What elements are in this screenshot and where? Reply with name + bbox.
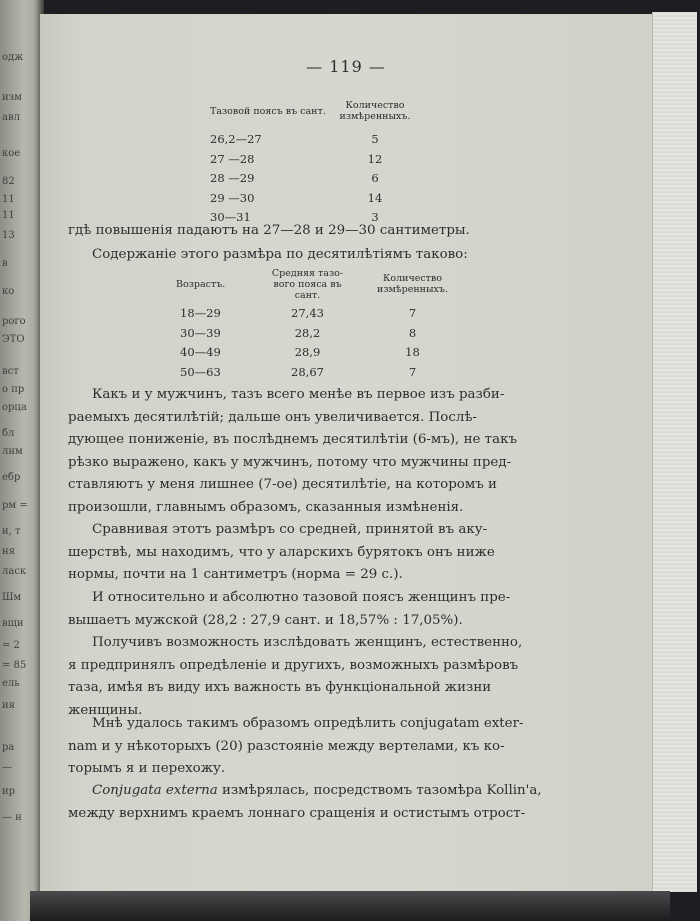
text-line	[68, 780, 628, 803]
page-number: — 119 —	[306, 57, 386, 76]
text-line: дующее пониженіе, въ послѣднемъ десятилѣтіи (6-мъ), не такъ	[68, 432, 517, 448]
facing-page-fragment: вщи	[2, 618, 24, 629]
table-cell: 18	[405, 345, 420, 359]
table-cell: 28 —29	[210, 171, 255, 185]
table-header: Средняя тазо- вого пояса въ сант.	[271, 267, 344, 301]
table-cell: 6	[371, 171, 379, 185]
table-cell: 27,43	[291, 306, 324, 320]
text-line: вышаетъ мужской (28,2 : 27,9 сант. и 18,57% : 17,05%).	[68, 612, 463, 628]
paragraph	[68, 384, 628, 520]
table-cell: 28,9	[294, 345, 321, 359]
table-header: Количество измѣренныхъ.	[377, 273, 448, 295]
book-page	[40, 14, 652, 891]
table-row	[186, 130, 420, 150]
table-cell: 50—63	[180, 364, 221, 379]
table-cell: 29 —30	[210, 190, 255, 205]
table-waist-distribution	[186, 92, 420, 228]
paragraph	[68, 713, 628, 781]
facing-page-fragment: ласк	[2, 566, 27, 577]
table-cell: 27 —28	[210, 151, 255, 166]
text-line: Сравнивая этотъ размѣръ со средней, принятой въ аку-	[92, 522, 488, 537]
facing-page-fragment: изм	[2, 92, 22, 103]
facing-page-fragment: рого	[2, 316, 26, 327]
text-line: произошли, главнымъ образомъ, сказанныя измѣненія.	[68, 499, 464, 515]
facing-page-fragment: — н	[2, 812, 22, 823]
text-fragment: измѣрялась, посредствомъ тазомѣра Kollin'a,	[217, 783, 542, 798]
text-line: ставляютъ у меня лишнее (7-ое) десятилѣтіе, на которомъ и	[68, 477, 497, 493]
facing-page-fragment: Шм	[2, 592, 22, 603]
bottom-cover-edge	[30, 891, 670, 921]
table-cell: 8	[408, 325, 417, 340]
facing-page-fragment: = 85	[2, 660, 27, 671]
facing-page-fragment: —	[2, 762, 12, 773]
table-header: Количество измѣренныхъ.	[339, 100, 411, 122]
facing-page-fragment: ебр	[2, 472, 21, 483]
text-line: nam и у нѣкоторыхъ (20) разстояніе между вертелами, къ ко-	[68, 738, 505, 754]
facing-page-fragment: ко	[2, 286, 15, 297]
facing-page-fragment: 11	[2, 210, 15, 221]
table-waist-by-decade	[156, 264, 470, 382]
facing-page-fragment: ия	[2, 700, 15, 711]
text-line: И относительно и абсолютно тазовой поясъ женщинъ пре-	[92, 590, 511, 605]
table-cell: 30—39	[180, 325, 221, 340]
text-line: таза, имѣя въ виду ихъ важность въ функціональной жизни	[68, 680, 492, 696]
facing-page-fragment: бл	[2, 428, 15, 439]
paragraph	[68, 632, 628, 722]
facing-page-fragment: авл	[2, 112, 20, 123]
facing-page-fragment: 82	[2, 176, 15, 187]
table-row	[186, 169, 420, 189]
text-line: гдѣ повышенія падаютъ на 27—28 и 29—30 сантиметры.	[68, 223, 470, 238]
table-cell: 26,2—27	[210, 132, 262, 146]
latin-term: Conjugata externa	[92, 783, 218, 798]
facing-page-fragment: вст	[2, 366, 19, 377]
text-line: Получивъ возможность изслѣдовать женщинъ, естественно,	[92, 635, 523, 650]
facing-page-fragment: в	[2, 258, 8, 269]
text-line: Какъ и у мужчинъ, тазъ всего менѣе въ первое изъ разби-	[92, 387, 505, 402]
text-line: рѣзко выражено, какъ у мужчинъ, потому что мужчины пред-	[68, 454, 512, 470]
facing-page-fragment: ель	[2, 678, 20, 689]
facing-page-fragment: кое	[2, 148, 21, 159]
table-header-row	[156, 264, 470, 304]
table-cell: 12	[367, 151, 383, 166]
table-row	[156, 304, 470, 324]
text-line: женщины.	[68, 702, 143, 718]
table-cell: 7	[408, 364, 417, 379]
table-header: Тазовой поясъ въ сант.	[210, 105, 326, 117]
text-line: раемыхъ десятилѣтій; дальше онъ увеличивается. Послѣ-	[68, 409, 477, 425]
facing-page-fragment: ЭТО	[2, 334, 25, 345]
facing-page-fragment: ир	[2, 786, 16, 797]
text-line: торымъ я и перехожу.	[68, 761, 226, 777]
table-cell: 28,67	[291, 364, 324, 379]
facing-page-fragment: и, т	[2, 526, 21, 537]
paragraph	[68, 519, 628, 587]
facing-page-fragment: орца	[2, 402, 27, 413]
table-header: Возрастъ.	[176, 278, 226, 290]
text-line: шерствѣ, мы находимъ, что у аларскихъ бурятокъ онъ ниже	[68, 544, 495, 560]
text-line	[68, 220, 628, 243]
table-cell: 28,2	[294, 325, 321, 340]
facing-page-fragment: о пр	[2, 384, 25, 395]
table-cell: 30—31	[210, 210, 251, 224]
table-row	[186, 189, 420, 209]
table-cell: 18—29	[180, 306, 221, 320]
table-row	[156, 324, 470, 344]
paragraph	[68, 587, 628, 632]
table-row	[186, 150, 420, 170]
text-line: Содержаніе этого размѣра по десятилѣтіямъ таково:	[92, 247, 468, 262]
left-page-edge	[0, 0, 44, 921]
facing-page-fragment: одж	[2, 52, 24, 63]
facing-page-fragment: = 2	[2, 640, 20, 651]
table-cell: 7	[408, 306, 417, 320]
table-row	[156, 343, 470, 363]
facing-page-fragment: рм =	[2, 500, 28, 511]
paragraph	[68, 780, 628, 825]
facing-page-fragment: 11	[2, 194, 15, 205]
table-row	[156, 363, 470, 383]
table-cell: 40—49	[180, 345, 221, 359]
facing-page-fragment: лнм	[2, 446, 23, 457]
table-cell: 3	[371, 210, 379, 224]
text-line: между верхнимъ краемъ лоннаго сращенія и остистымъ отрост-	[68, 805, 526, 821]
facing-page-fragment: 13	[2, 230, 15, 241]
cover-board	[652, 12, 697, 892]
facing-page-fragment: ра	[2, 742, 15, 753]
table-header-row	[186, 92, 420, 130]
text-line: нормы, почти на 1 сантиметръ (норма = 29 с.).	[68, 567, 403, 583]
table-cell: 5	[371, 132, 379, 146]
text-line: Мнѣ удалось такимъ образомъ опредѣлить conjugatam exter-	[92, 716, 524, 731]
table-cell: 14	[367, 190, 383, 205]
text-line: я предпринялъ опредѣленіе и другихъ, возможныхъ размѣровъ	[68, 657, 519, 673]
facing-page-fragment: ня	[2, 546, 15, 557]
